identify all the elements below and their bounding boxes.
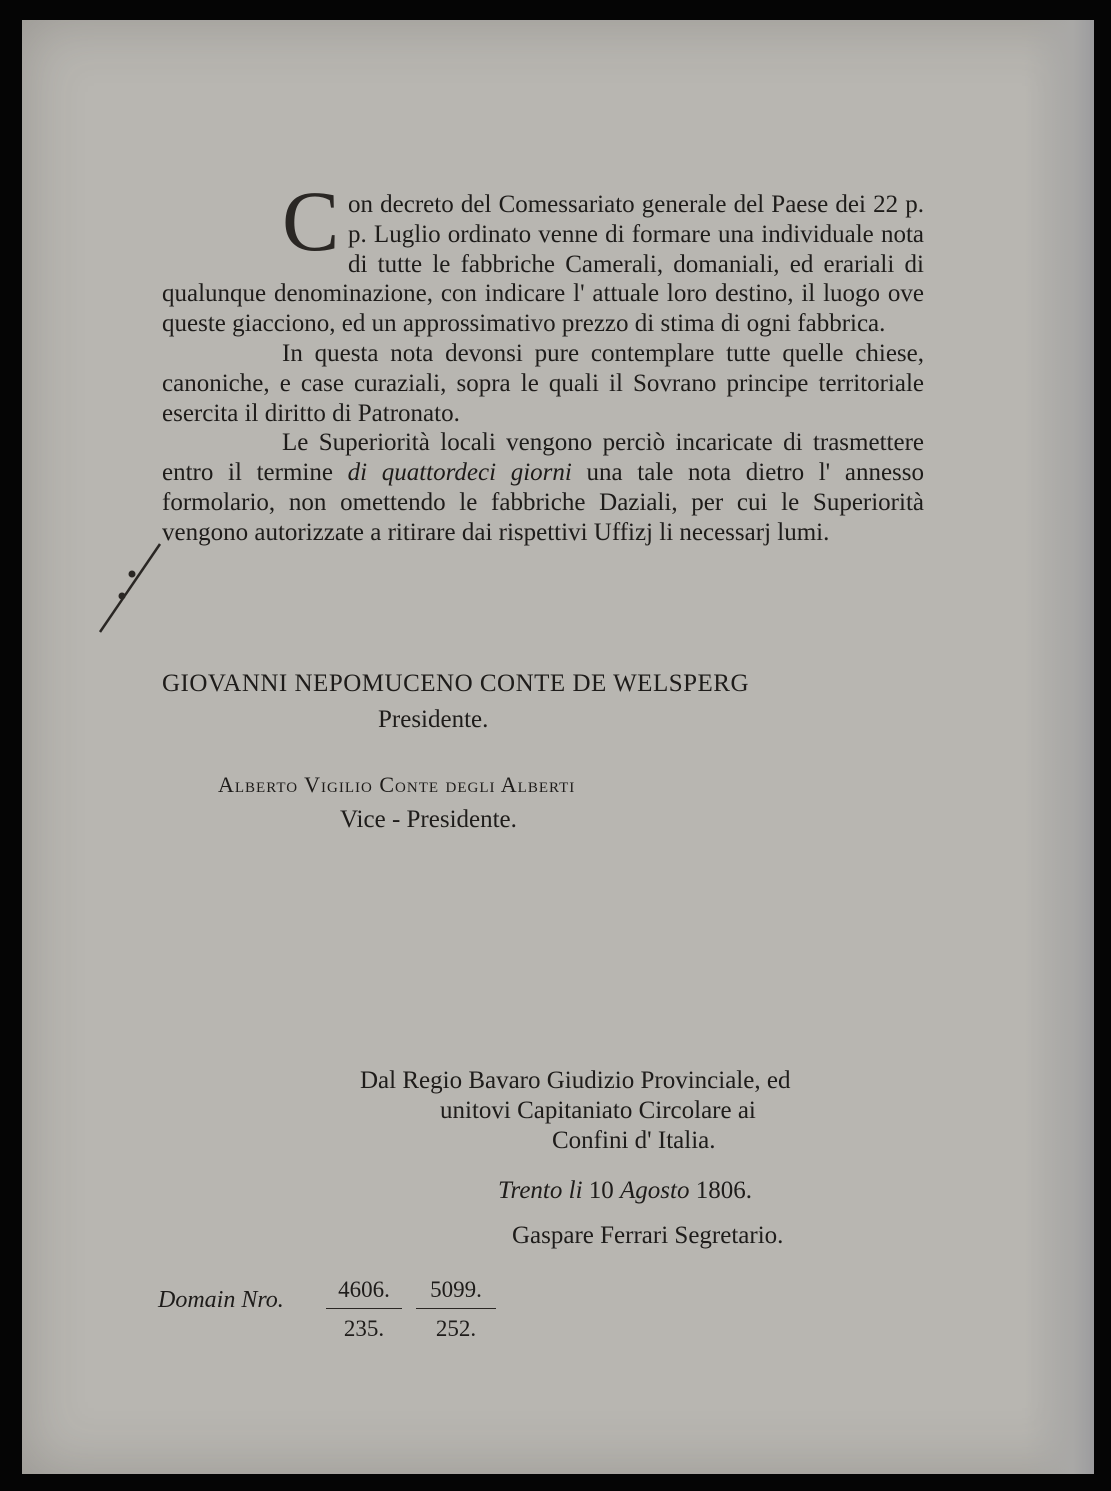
dateline-day: 10 (588, 1177, 614, 1204)
signatory-president-name: GIOVANNI NEPOMUCENO CONTE DE WELSPERG (162, 670, 750, 697)
paragraph-1-text: on decreto del Comessariato generale del Paese dei 22 p. p. Luglio ordinato venne di formare una individuale nota di tutte le fabbriche Camerali, domaniali, ed erariali di qualunque denominazione, con indicare l' attuale loro destino, il luogo ove queste giacciono, ed un approssimativo prezzo di stima di ogni fabbrica. (162, 191, 924, 338)
decree-text (162, 173, 924, 548)
paragraph-3-part-a: Le Superiorità locali vengono perciò incaricate di trasmettere entro il termine (162, 429, 924, 487)
paper-edge (1024, 20, 1094, 1474)
issuer-line-1: Dal Regio Bavaro Giudizio Provinciale, ed (360, 1067, 791, 1094)
issuer-line-2: unitovi Capitaniato Circolare ai (440, 1097, 756, 1124)
signatory-vice-president-name: Alberto Vigilio Conte degli Alberti (218, 772, 576, 797)
paragraph-3-deadline: di quattordeci giorni (347, 459, 572, 487)
margin-mark-icon (88, 540, 168, 640)
reference-number-1 (326, 1276, 402, 1343)
dateline-month: Agosto (620, 1177, 690, 1204)
drop-cap: C (282, 173, 340, 269)
reference-number-2 (416, 1276, 496, 1343)
reference-number-1-top: 4606. (326, 1276, 402, 1309)
signatory-president-title: Presidente. (378, 706, 489, 733)
dateline (498, 1177, 752, 1205)
paragraph-3-part-b: una tale nota dietro l' annesso formolario, non omettendo le fabbriche Daziali, per cui le Superiorità vengono autorizzate a ritirare dai rispettivi Uffizj li necessarj lumi. (162, 459, 924, 546)
reference-number-2-top: 5099. (416, 1276, 496, 1309)
reference-number-2-bottom: 252. (435, 1316, 477, 1341)
paragraph-3 (162, 428, 924, 547)
reference-label: Domain Nro. (158, 1287, 284, 1313)
dateline-place: Trento li (498, 1177, 583, 1204)
paragraph-1 (162, 173, 924, 339)
dateline-year: 1806. (695, 1177, 752, 1204)
reference-number-1-bottom: 235. (343, 1316, 385, 1341)
issuer-line-3: Confini d' Italia. (552, 1127, 716, 1154)
paragraph-2: In questa nota devonsi pure contemplare tutte quelle chiese, canoniche, e case curaziali, sopra le quali il Sovrano principe territoriale esercita il diritto di Patronato. (162, 339, 924, 427)
secretary-signature: Gaspare Ferrari Segretario. (512, 1222, 784, 1249)
signatory-vice-president-title: Vice - Presidente. (340, 806, 517, 833)
